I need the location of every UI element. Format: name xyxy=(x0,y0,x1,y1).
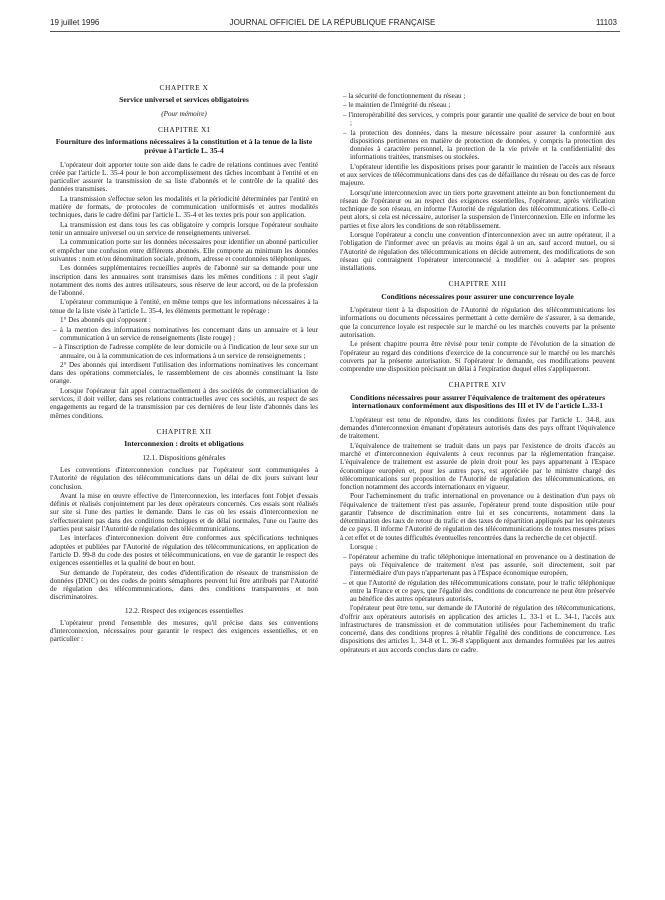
paragraph: 2° Des abonnés qui interdisent l'utilisation des informations nominatives les concernant dans des opérations commerciales, le rassemblement de ces abonnés constituant la liste orange. xyxy=(50,360,318,386)
paragraph: Les données supplémentaires recueillies auprès de l'abonné sur sa demande pour une inscription dans les annuaires sont transmises dans les mêmes conditions : il peut s'agir notamment des noms des autres utilisateurs, sous réserve de leur accord, ou de la profession de l'abonné. xyxy=(50,264,318,298)
list-item: – la sécurité de fonctionnement du réseau ; xyxy=(343,92,466,100)
paragraph: Pour l'acheminement du trafic international en provenance ou à destination d'un pays où l'équivalence de traitement n'est pas assurée, l'opérateur prend toute disposition utile pour garantir l'absence de discrimination entre lui et ses concurrents, notamment dans la détermination des taux de retour du trafic et des taxes de répartition appliqués par les opérateurs de ce pays. Il informe l'Autorité de régulation des télécommunications de toutes mesures prises à cet effet et de toutes difficultés éventuelles rencontrées dans la recherche de cet objectif. xyxy=(340,492,615,542)
paragraph: L'opérateur communique à l'entité, en même temps que les informations nécessaires à la tenue de la liste visée à l'article L. 35-4, les éléments permettant le repérage : xyxy=(50,298,318,315)
header-rule xyxy=(50,31,620,32)
chapter-title: Fourniture des informations nécessaires à la constitution et à la tenue de la liste prévue à l'article L. 35-4 xyxy=(55,137,313,155)
paragraph: Sur demande de l'opérateur, des codes d'identification de réseaux de transmission de données (DNIC) ou des codes de points sémaphores peuvent lui être attribués par l'Autorité de régulation des télécommunications, dans des conditions transparentes et non discriminatoires. xyxy=(50,568,318,602)
chapter-label: CHAPITRE XIII xyxy=(448,279,507,289)
chapter-title: Interconnexion : droits et obligations xyxy=(124,439,244,449)
paragraph: Lorsque : xyxy=(350,543,378,552)
paragraph: Les interfaces d'interconnexion doivent être conformes aux spécifications techniques adoptées et publiées par l'Autorité de régulation des télécommunications, en application de l'article D. 99-8 du code des postes et télécommunications, en vue de garantir le respect des exigences essentielles et la qualité de bout en bout. xyxy=(50,534,318,568)
header-title: JOURNAL OFFICIEL DE LA RÉPUBLIQUE FRANÇAISE xyxy=(229,18,436,27)
list-item: – l'interopérabilité des services, y compris pour garantir une qualité de service de bout en bout ; xyxy=(343,110,615,128)
paragraph: Les conventions d'interconnexion conclues par l'opérateur sont communiquées à l'Autorité de régulation des télécommunications dans un délai de dix jours suivant leur conclusion. xyxy=(50,466,318,491)
page-header xyxy=(0,18,665,30)
paragraph: L'équivalence de traitement se traduit dans un pays par l'existence de droits d'accès au marché et d'interconnexion équivalents à ceux reconnus par la réglementation française. L'équivalence de traitement est assurée de plein droit pour les pays appartenant à l'Espace économique européen et, pour les autres pays, est appréciée par le ministre chargé des télécommunications sur proposition de l'Autorité de régulation des télécommunications, en fonction notamment des accords internationaux en vigueur. xyxy=(340,441,615,492)
header-page-number: 11103 xyxy=(595,18,617,27)
paragraph: La transmission est dans tous les cas obligatoire y compris lorsque l'opérateur souhaite tenir un annuaire universel ou un service de renseignements universel. xyxy=(50,220,318,237)
paragraph: Lorsque l'opérateur fait appel contractuellement à des sociétés de commercialisation de services, il doit veiller, dans ses relations contractuelles avec ces sociétés, au respect de ses engagements au regard de la transmission par ces dernières de leur liste d'abonnés dans les mêmes conditions. xyxy=(50,386,318,420)
paragraph: L'opérateur est tenu de répondre, dans les conditions fixées par l'article L. 34-8, aux demandes d'interconnexion émanant d'opérateurs autorisés dans des pays offrant l'équivalence de traitement. xyxy=(340,415,615,441)
chapter-label: CHAPITRE XIV xyxy=(448,380,507,390)
chapter-label: CHAPITRE XII xyxy=(156,426,212,436)
list-item: – le maintien de l'intégrité du réseau ; xyxy=(343,101,451,110)
paragraph: Lorsque l'opérateur a conclu une convention d'interconnexion avec un autre opérateur, il a l'obligation de l'informer avec un préavis au moins égal à un an, sauf accord mutuel, ou si l'Autorité de régulation des télécommunications en décide autrement, des modifications de son réseau qui contraignent l'opérateur interconnecté à modifier ou à adapter ses propres installations. xyxy=(340,231,615,273)
chapter-note: (Pour mémoire) xyxy=(161,109,207,118)
chapter-label: CHAPITRE XI xyxy=(158,125,210,135)
list-item: – à l'inscription de l'adresse complète de leur domicile ou à l'indication de leur sexe sur un annuaire, ou à la communication de ces informations à un service de renseignements ; xyxy=(53,343,318,360)
chapter-title: Conditions nécessaires pour assurer l'équivalence de traitement des opérateurs internationaux conformément aux dispositions des III et IV de l'article L.33-1 xyxy=(349,392,606,411)
chapter-title: Service universel et services obligatoires xyxy=(119,95,249,105)
chapter-label: CHAPITRE X xyxy=(159,83,209,92)
list-item: – l'opérateur achemine du trafic téléphonique international en provenance ou à destination de pays où l'équivalence de traitement n'est pas assurée, soit directement, soit par l'intermédiaire d'un pays n'appartenant pas à l'Espace économique européen, xyxy=(343,552,615,578)
paragraph: La transmission s'effectue selon les modalités et la périodicité déterminées par l'entité en matière de formats, de protocoles de communication uniformisés et autres modalités techniques, dans le cadre défini par l'article L. 35-4 et les textes pris pour son application. xyxy=(50,194,318,220)
paragraph: L'opérateur tient à la disposition de l'Autorité de régulation des télécommunications les informations ou documents nécessaires permettant à cette dernière de s'assurer, à sa demande, que la concurrence loyale est respectée sur le marché ou les marchés couverts par la présente autorisation. xyxy=(340,306,615,339)
paragraph: l'opérateur peut être tenu, sur demande de l'Autorité de régulation des télécommunications, d'offrir aux opérateurs autorisés en application des articles L. 33-1 et L. 34-1, l'accès aux infrastructures de transmission et de commutation utilisées pour l'acheminement du trafic concerné, dans des conditions propres à rétablir l'égalité des conditions de concurrence. Les dispositions des articles L. 34-8 et L. 36-8 s'appliquent aux demandes formulées par les autres opérateurs et aux accords conclus dans ce cadre. xyxy=(340,604,615,654)
paragraph: L'opérateur doit apporter toute son aide dans le cadre de relations continues avec l'entité créée par l'article L. 35-4 pour le bon accomplissement des tâches incombant à l'entité et en particulier assurer la transmission de sa liste d'abonnés et le contrôle de la qualité des données transmises. xyxy=(50,160,318,194)
section-heading: 12.2. Respect des exigences essentielles xyxy=(124,605,244,615)
paragraph: Avant la mise en œuvre effective de l'interconnexion, les interfaces font l'objet d'essais définis et réalisés conjointement par les deux opérateurs concernés. Ces essais sont réalisés sur site si l'une des parties le demande. Dans le cas où les essais d'interconnexion ne s'effectueraient pas dans des conditions techniques et de délai normales, l'une ou l'autre des parties peut saisir l'Autorité de régulation des télécommunications. xyxy=(50,491,318,533)
paragraph: Lorsqu'une interconnexion avec un tiers porte gravement atteinte au bon fonctionnement du réseau de l'opérateur ou au respect des exigences essentielles, l'opérateur, après vérification technique de son réseau, en informe l'Autorité de régulation des télécommunications. Celle-ci peut alors, si cela est nécessaire, autoriser la suspension de l'interconnexion. Elle en informe les parties et fixe alors les conditions de son rétablissement. xyxy=(340,188,615,230)
paragraph: Le présent chapitre pourra être révisé pour tenir compte de l'évolution de la situation de l'opérateur au regard des conditions d'exercice de la concurrence sur le marché ou les marchés couverts par la présente autorisation. Si l'opérateur le demande, ces modifications peuvent comprendre une disposition précisant un délai à l'expiration duquel elles s'appliqueront. xyxy=(340,340,615,374)
chapter-title: Conditions nécessaires pour assurer une concurrence loyale xyxy=(381,291,574,301)
section-heading: 12.1. Dispositions générales xyxy=(142,452,226,462)
left-column xyxy=(50,84,318,645)
paragraph: 1° Des abonnés qui s'opposent : xyxy=(60,316,151,325)
list-item: – et que l'Autorité de régulation des télécommunications constate, pour le trafic téléphonique entre la France et ce pays, que l'égalité des conditions de concurrence ne peut être préservée au bénéfice des autres opérateurs autorisés, xyxy=(343,578,615,604)
paragraph: L'opérateur identifie les dispositions prises pour garantir le maintien de l'accès aux réseaux et aux services de télécommunications dans des cas de défaillance du réseau ou des cas de force majeure. xyxy=(340,162,615,188)
paragraph: L'opérateur prend l'ensemble des mesures, qu'il précise dans ses conventions d'interconnexion, nécessaires pour garantir le respect des exigences essentielles, et en particulier : xyxy=(50,618,318,644)
list-item: – la protection des données, dans la mesure nécessaire pour assurer la conformité aux dispositions pertinentes en matière de protection de données, y compris la protection des données à caractère personnel, la protection de la vie privée et la confidentialité des informations traitées, transmises ou stockées. xyxy=(343,128,615,162)
list-item: – à la mention des informations nominatives les concernant dans un annuaire et à leur communication à un service de renseignements (liste rouge) ; xyxy=(53,325,318,342)
right-column xyxy=(340,92,615,655)
header-date: 19 juillet 1996 xyxy=(50,18,100,27)
paragraph: La communication porte sur les données nécessaires pour identifier un abonné particulier et empêcher une confusion entre différents abonnés. Elle comporte au minimum les données suivantes : nom et/ou dénomination sociale, prénom, adresse et coordonnées téléphoniques. xyxy=(50,238,318,263)
